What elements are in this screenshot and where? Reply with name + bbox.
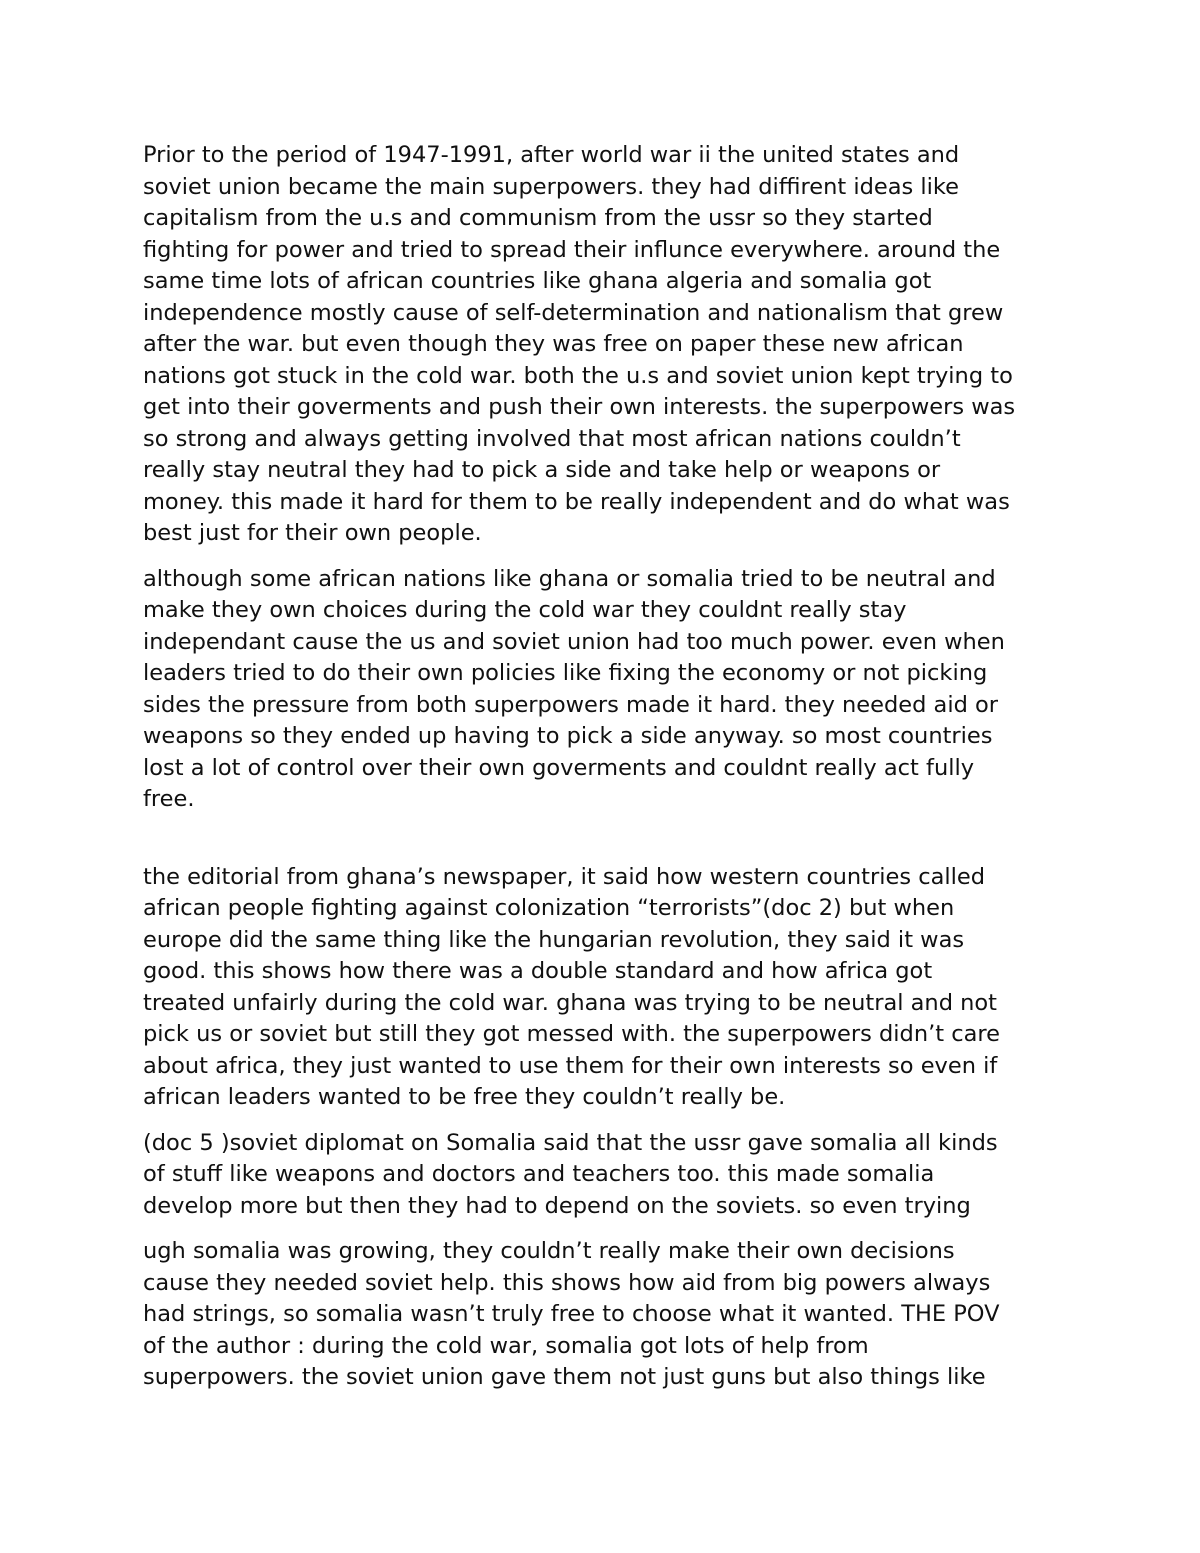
paragraph-5 bbox=[143, 1236, 1073, 1394]
text-line: weapons so they ended up having to pick a side anyway. so most countries bbox=[143, 723, 993, 749]
text-line: after the war. but even though they was free on paper these new african bbox=[143, 331, 964, 357]
text-line: although some african nations like ghana or somalia tried to be neutral and bbox=[143, 565, 996, 592]
text-line: pick us or soviet but still they got messed with. the superpowers didn’t care bbox=[143, 1021, 1000, 1047]
text-line: the editorial from ghana’s newspaper, it said how western countries called bbox=[143, 863, 986, 890]
paragraph-2 bbox=[143, 564, 1073, 816]
text-line: (doc 5 )soviet diplomat on Somalia said that the ussr gave somalia all kinds bbox=[143, 1129, 998, 1156]
text-line: treated unfairly during the cold war. ghana was trying to be neutral and not bbox=[143, 989, 997, 1016]
text-line: so strong and always getting involved that most african nations couldn’t bbox=[143, 425, 961, 452]
text-line: superpowers. the soviet union gave them not just guns but also things like bbox=[143, 1364, 986, 1390]
text-line: ugh somalia was growing, they couldn’t really make their own decisions bbox=[143, 1238, 955, 1264]
text-line: best just for their own people. bbox=[143, 520, 482, 546]
text-line: good. this shows how there was a double standard and how africa got bbox=[143, 958, 933, 984]
text-line: leaders tried to do their own policies like fixing the economy or not picking bbox=[143, 660, 988, 686]
text-line: lost a lot of control over their own goverments and couldnt really act fully bbox=[143, 754, 975, 781]
text-line: really stay neutral they had to pick a side and take help or weapons or bbox=[143, 457, 941, 483]
text-line: same time lots of african countries like ghana algeria and somalia got bbox=[143, 268, 932, 294]
paragraph-3 bbox=[143, 862, 1073, 1114]
text-line: europe did the same thing like the hungarian revolution, they said it was bbox=[143, 926, 965, 953]
text-line: make they own choices during the cold war they couldnt really stay bbox=[143, 597, 907, 623]
text-line: african leaders wanted to be free they couldn’t really be. bbox=[143, 1084, 786, 1110]
text-line: had strings, so somalia wasn’t truly free to choose what it wanted. THE POV bbox=[143, 1301, 1000, 1327]
text-line: free. bbox=[143, 786, 195, 812]
text-line: soviet union became the main superpowers. they had diffirent ideas like bbox=[143, 173, 959, 200]
text-line: of the author : during the cold war, somalia got lots of help from bbox=[143, 1332, 869, 1359]
text-line: about africa, they just wanted to use them for their own interests so even if bbox=[143, 1052, 998, 1079]
text-line: Prior to the period of 1947-1991, after world war ii the united states and bbox=[143, 142, 960, 168]
text-line: develop more but then they had to depend on the soviets. so even trying bbox=[143, 1192, 971, 1219]
text-line: money. this made it hard for them to be really independent and do what was bbox=[143, 488, 1010, 515]
text-line: of stuff like weapons and doctors and teachers too. this made somalia bbox=[143, 1161, 935, 1187]
paragraph-1 bbox=[143, 140, 1073, 550]
text-line: get into their goverments and push their own interests. the superpowers was bbox=[143, 394, 1016, 420]
text-line: independant cause the us and soviet union had too much power. even when bbox=[143, 628, 1005, 655]
text-line: independence mostly cause of self-determination and nationalism that grew bbox=[143, 299, 1004, 326]
text-line: african people fighting against colonization “terrorists”(doc 2) but when bbox=[143, 895, 955, 921]
text-line: capitalism from the u.s and communism from the ussr so they started bbox=[143, 205, 933, 231]
text-line: nations got stuck in the cold war. both the u.s and soviet union kept trying to bbox=[143, 362, 1013, 389]
document-body bbox=[143, 140, 1073, 1408]
text-line: cause they needed soviet help. this shows how aid from big powers always bbox=[143, 1269, 991, 1296]
paragraph-4 bbox=[143, 1128, 1073, 1223]
text-line: sides the pressure from both superpowers made it hard. they needed aid or bbox=[143, 691, 999, 718]
text-line: fighting for power and tried to spread their influnce everywhere. around the bbox=[143, 236, 1001, 263]
